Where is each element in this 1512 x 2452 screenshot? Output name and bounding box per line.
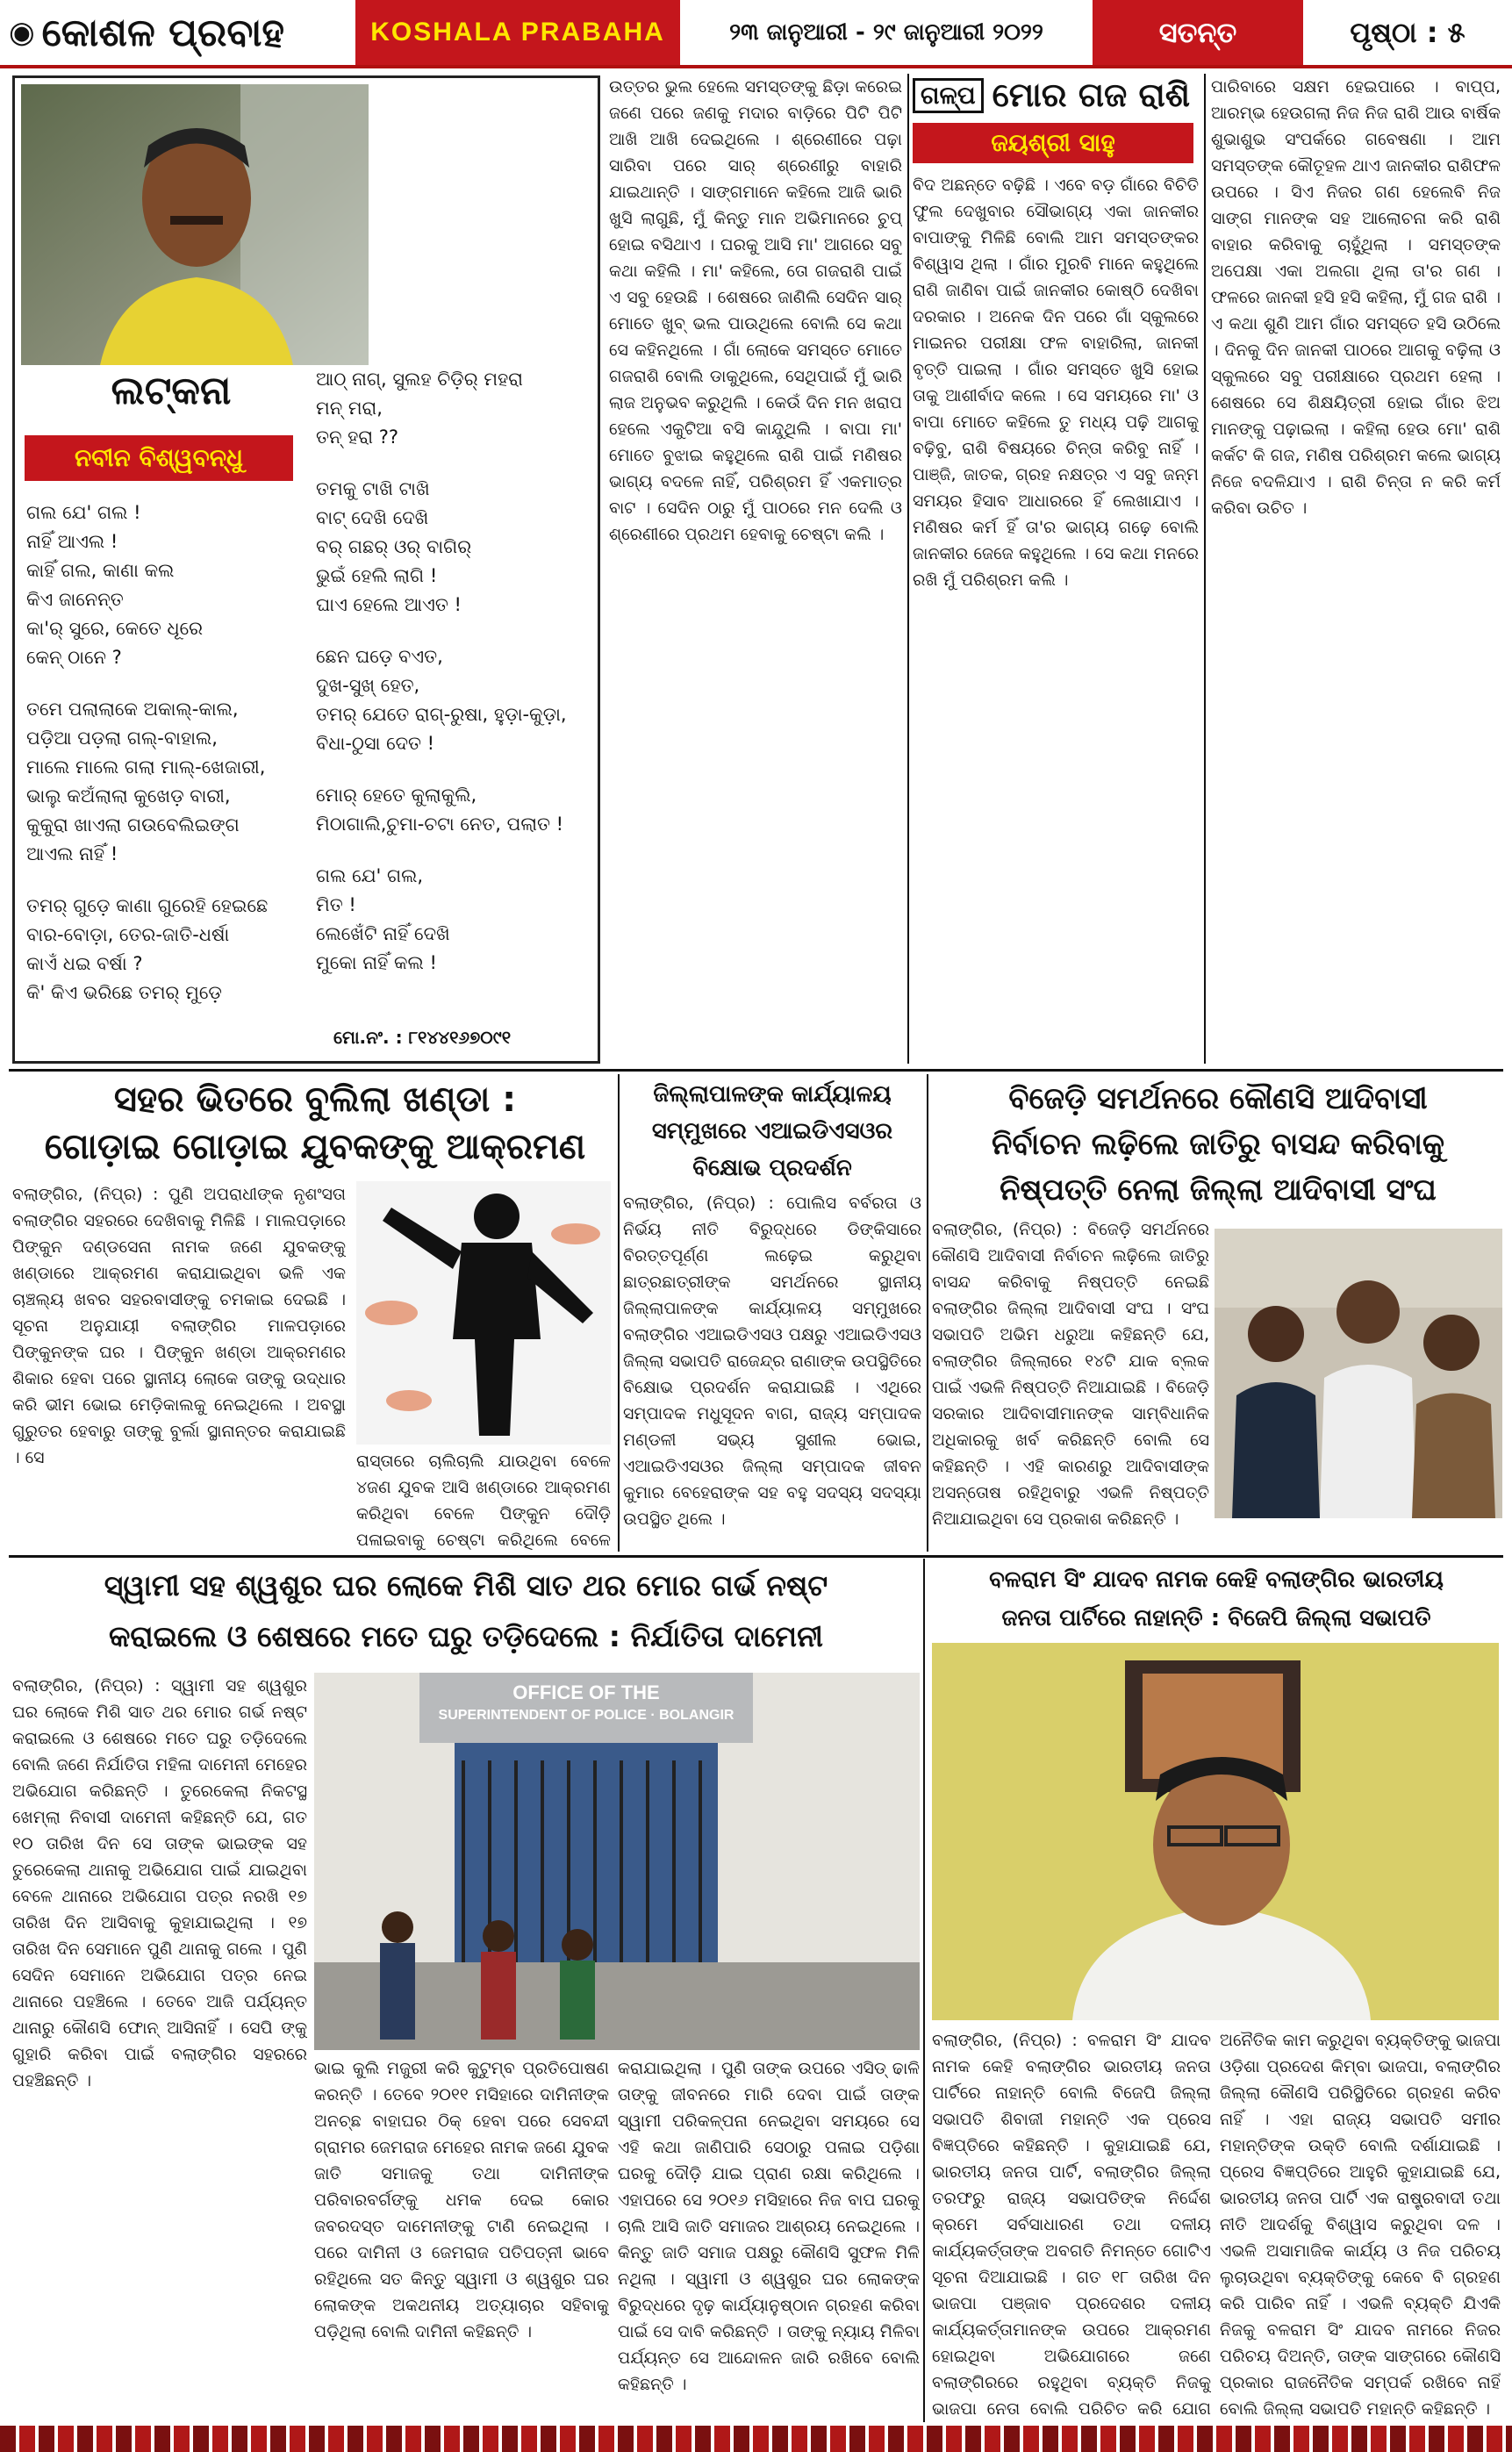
column-divider bbox=[618, 1074, 620, 1552]
news5-headline-line1: ବଳରାମ ସିଂ ଯାଦବ ନାମକ କେହି ବଲାଙ୍ଗିର ଭାରତୀୟ bbox=[989, 1567, 1444, 1593]
news4-col1-text: ବଲାଙ୍ଗିର, (ନିପ୍ର) : ସ୍ୱାମୀ ସହ ଶ୍ୱଶୁର ଘର ଲୋକେ ମିଶି ସାତ ଥର ମୋର ଗର୍ଭ ନଷ୍ଟ କରାଇଲେ ଓ ଶେଷରେ ମତେ ଘରୁ ତଡ଼ିଦେଲେ ବୋଲି ଜଣେ ନିର୍ଯାତିତା ମହିଳା ଦାମେନୀ ମେହେର ଅଭିଯୋଗ କରିଛନ୍ତି । ତୁରେକେଲା ନିକଟସ୍ଥ ଖେମ୍ଲା ନିବାସୀ ଦାମେନୀ କହିଛନ୍ତି ଯେ, ଗତ ୧୦ ତାରିଖ ଦିନ ସେ ତାଙ୍କ ଭାଇଙ୍କ ସହ ତୁରେକେଲା ଥାନାକୁ ଅଭିଯୋଗ ପାଇଁ ଯାଇଥିବା ବେଳେ ଥାନାରେ ଅଭିଯୋଗ ପତ୍ର ନରଖି ୧୭ ତାରିଖ ଦିନ ଆସିବାକୁ କୁହାଯାଇଥିଲା । ୧୭ ତାରିଖ ଦିନ ସେମାନେ ପୁଣି ଥାନାକୁ ଗଲେ । ପୁଣି ସେଦିନ ସେମାନେ ଅଭିଯୋଗ ପତ୍ର ନେଇ ଥାନାରେ ପହଞ୍ଚିଲେ । ତେବେ ଆଜି ପର୍ଯ୍ୟନ୍ତ ଥାନାରୁ କୌଣସି ଫୋନ୍ ଆସିନାହିଁ । ସେପି ଙ୍କୁ ଗୁହାରି କରିବା ପାଇଁ ବଲାଙ୍ଗିର ସହରରେ ପହଞ୍ଚିଛନ୍ତି । bbox=[12, 1676, 307, 2090]
poem-line: ବିଧା-ଠୁସା ଦେତ ! bbox=[316, 733, 435, 754]
poem-line: ମାଲେ ମାଲେ ଗଲା ମାଲ୍-ଖେଜାରୀ, bbox=[26, 756, 266, 778]
attack-illustration bbox=[356, 1181, 611, 1445]
poem-line: ଆଏଲ ନାହିଁ ! bbox=[26, 843, 118, 864]
poem-stanza-break bbox=[26, 672, 316, 695]
poem-line: ତମକୁ ଟାଖି ଟାଖି bbox=[316, 478, 430, 499]
news1-headline-line2: ଗୋଡ଼ାଇ ଗୋଡ଼ାଇ ଯୁବକଙ୍କୁ ଆକ୍ରମଣ bbox=[44, 1127, 586, 1167]
poem-line: ତମେ ପଲାଲାକେ ଅକାଲ୍-କାଲ, bbox=[26, 699, 239, 720]
column-divider bbox=[907, 74, 909, 1064]
poem-line: ଆଠ୍ ନାଗ୍, ସୁଲହ ଚିଡ଼ିର୍ ମହରା bbox=[316, 369, 523, 390]
news4-col2 bbox=[314, 2055, 609, 2424]
poem-line: ନାହିଁ ଆଏଲ ! bbox=[26, 531, 118, 552]
news2-body bbox=[623, 1190, 921, 1552]
logo-emblem-icon: ◉ bbox=[9, 15, 35, 50]
politician-photo bbox=[932, 1643, 1499, 2020]
news3-body-text: ବଲାଙ୍ଗିର, (ନିପ୍ର) : ବିଜେଡ଼ି ସମର୍ଥନରେ କୌଣସି ଆଦିବାସୀ ନିର୍ବାଚନ ଲଢ଼ିଲେ ଜାତିରୁ ବାସନ୍ଦ କରିବାକୁ ନିଷ୍ପତ୍ତି ନେଇଛି ବଲାଙ୍ଗିର ଜିଲ୍ଲା ଆଦିବାସୀ ସଂଘ । ସଂଘ ସଭାପତି ଅଭିମ ଧରୁଆ କହିଛନ୍ତି ଯେ, ବଲାଙ୍ଗିର ଜିଲ୍ଲାରେ ୧୪ଟି ଯାକ ବ୍ଲକ ପାଇଁ ଏଭଳି ନିଷ୍ପତ୍ତି ନିଆଯାଇଛି । ବିଜେଡ଼ି ସରକାର ଆଦିବାସୀମାନଙ୍କ ସାମ୍ବିଧାନିକ ଅଧିକାରକୁ ଖର୍ବ କରିଛନ୍ତି ବୋଲି ସେ କହିଛନ୍ତି । ଏହି କାରଣରୁ ଆଦିବାସୀଙ୍କ ଅସନ୍ତୋଷ ରହିଥିବାରୁ ଏଭଳି ନିଷ୍ପତ୍ତି ନିଆଯାଇଥିବା ସେ ପ୍ରକାଶ କରିଛନ୍ତି । bbox=[932, 1220, 1209, 1529]
news5-col1-text: ବଲାଙ୍ଗିର, (ନିପ୍ର) : ବଳରାମ ସିଂ ଯାଦବ ନାମକ କେହି ବଲାଙ୍ଗିର ଭାରତୀୟ ଜନତା ପାର୍ଟିରେ ନାହାନ୍ତି ବୋଲି ବିଜେପି ଜିଲ୍ଲା ସଭାପତି ଶିବାଜୀ ମହାନ୍ତି ଏକ ପ୍ରେସ ବିଜ୍ଞପ୍ତିରେ କହିଛନ୍ତି । କୁହାଯାଇଛି ଯେ, ଭାରତୀୟ ଜନତା ପାର୍ଟି, ବଲାଙ୍ଗିର ଜିଲ୍ଲା ତରଫରୁ ରାଜ୍ୟ ସଭାପତିଙ୍କ ନିର୍ଦ୍ଦେଶ କ୍ରମେ ସର୍ବସାଧାରଣ ତଥା ଦଳୀୟ କାର୍ଯ୍ୟକର୍ତ୍ତାଙ୍କ ଅବଗତି ନିମନ୍ତେ ଗୋଟିଏ ସୂଚନା ଦିଆଯାଇଛି । ଗତ ୧୮ ତାରିଖ ଦିନ ଭାଜପା ପଞ୍ଜାବ ପ୍ରଦେଶର ଦଳୀୟ କାର୍ଯ୍ୟକର୍ତ୍ତାମାନଙ୍କ ଉପରେ ଆକ୍ରମଣ ହୋଇଥିବା ଅଭିଯୋଗରେ ଜଣେ ବଲାଙ୍ଗିରରେ ରହୁଥିବା ବ୍ୟକ୍ତି ନିଜକୁ ଭାଜପା ନେତା ବୋଲି ପରିଚିତ କରି ଯୋଗ bbox=[932, 2031, 1211, 2419]
news3-headline-line2: ନିର୍ବାଚନ ଲଢ଼ିଲେ ଜାତିରୁ ବାସନ୍ଦ କରିବାକୁ bbox=[991, 1127, 1444, 1162]
poem-line: ଲେଖେଁଟି ନାହିଁ ଦେଖି bbox=[316, 923, 450, 944]
issue-date: ୨୩ ଜାନୁଆରୀ - ୨୯ ଜାନୁଆରୀ ୨୦୨୨ bbox=[729, 18, 1043, 46]
news4-headline-line2: କରାଇଲେ ଓ ଶେଷରେ ମତେ ଘରୁ ତଡ଼ିଦେଲେ : ନିର୍ଯାତିତା ଦାମେନୀ bbox=[108, 1619, 823, 1653]
photo-sign-line2: SUPERINTENDENT OF POLICE · BOLANGIR bbox=[438, 1708, 735, 1723]
poem-line: କି' କିଏ ଭରିଛେ ତମର୍ ମୁଡ଼େ bbox=[26, 982, 222, 1003]
news2-headline-line2: ସମ୍ମୁଖରେ ଏଆଇଡିଏସଓର bbox=[651, 1118, 893, 1144]
section-divider bbox=[9, 1555, 1503, 1558]
news3-body bbox=[932, 1216, 1209, 1552]
story-col1-text: ଉତ୍ତର ଭୁଲ ହେଲେ ସମସ୍ତଙ୍କୁ ଛିଡ଼ା କରେଇ ଜଣେ ପରେ ଜଣକୁ ମଦାର ବାଡ଼ିରେ ପିଟି ପିଟି ଆଖି ଆଖି ଦେଇଥିଲେ । ଶ୍ରେଣୀରେ ପଢ଼ା ସାରିବା ପରେ ସାର୍ ଶ୍ରେଣୀରୁ ବାହାରି ଯାଇଥାନ୍ତି । ସାଙ୍ଗମାନେ କହିଲେ ଆଜି ଭାରି ଖୁସି ଲାଗୁଛି, ମୁଁ କିନ୍ତୁ ମାନ ଅଭିମାନରେ ଚୁପ୍ ହୋଇ ବସିଥାଏ । ଘରକୁ ଆସି ମା' ଆଗରେ ସବୁ କଥା କହିଲି । ମା' କହିଲେ, ତୋ ଗଜରାଶି ପାଇଁ ଏ ସବୁ ହେଉଛି । ଶେଷରେ ଜାଣିଲି ସେଦିନ ସାର୍ ମୋତେ ଖୁବ୍ ଭଲ ପାଉଥିଲେ ବୋଲି ସେ କଥା ସେ କହିନଥିଲେ । ଗାଁ ଲୋକେ ସମସ୍ତେ ମୋତେ ଗଜରାଶି ବୋଲି ଡାକୁଥିଲେ, ସେଥିପାଇଁ ମୁଁ ଭାରି ଲାଜ ଅନୁଭବ କରୁଥିଲି । କେଉଁ ଦିନ ମନ ଖରାପ ହେଲେ ଏକୁଟିଆ ବସି କାନ୍ଦୁଥିଲି । ବାପା ମା' ମୋତେ ବୁଝାଇ କହୁଥିଲେ ରାଶି ପାଇଁ ମଣିଷର ଭାଗ୍ୟ ବଦଳେ ନାହିଁ, ପରିଶ୍ରମ ହିଁ ଏକମାତ୍ର ବାଟ । ସେଦିନ ଠାରୁ ମୁଁ ପାଠରେ ମନ ଦେଲି ଓ ଶ୍ରେଣୀରେ ପ୍ରଥମ ହେବାକୁ ଚେଷ୍ଟା କଲି । bbox=[609, 77, 902, 544]
poem-right-stanzas bbox=[316, 365, 597, 978]
story-genre-tag: ଗଳ୍ପ bbox=[913, 78, 984, 113]
poet-phone: ମୋ.ନଂ. : ୮୧୪୪୧୬୭୦୯୧ bbox=[333, 1027, 512, 1048]
news5-headline-line2: ଜନତା ପାର୍ଟିରେ ନାହାନ୍ତି : ବିଜେପି ଜିଲ୍ଲା ସଭାପତି bbox=[1001, 1605, 1431, 1631]
poem-line: କିଏ ଜାନେନ୍ତ bbox=[26, 589, 124, 610]
section-divider bbox=[9, 1069, 1503, 1072]
news4-col3-text: କରାଯାଇଥିଲା । ପୁଣି ତାଙ୍କ ଉପରେ ଏସିଡ୍ ଢାଳି ତାଙ୍କୁ ଜୀବନରେ ମାରି ଦେବା ପାଇଁ ତାଙ୍କ ସ୍ୱାମୀ ପରିକଳ୍ପନା ନେଇଥିବା ସମୟରେ ସେ ଏହି କଥା ଜାଣିପାରି ସେଠାରୁ ପଳାଇ ପଡ଼ିଶା ଘରକୁ ଦୌଡ଼ି ଯାଇ ପ୍ରାଣ ରକ୍ଷା କରିଥିଲେ । ଏହାପରେ ସେ ୨୦୧୬ ମସିହାରେ ନିଜ ବାପ ଘରକୁ ଚାଲି ଆସି ଜାତି ସମାଜର ଆଶ୍ରୟ ନେଇଥିଲେ । କିନ୍ତୁ ଜାତି ସମାଜ ପକ୍ଷରୁ କୌଣସି ସୁଫଳ ମିଳି ନଥିଲା । ସ୍ୱାମୀ ଓ ଶ୍ୱଶୁର ଘର ଲୋକଙ୍କ ବିରୁଦ୍ଧରେ ଦୃଢ଼ କାର୍ଯ୍ୟାନୁଷ୍ଠାନ ଗ୍ରହଣ କରିବା ପାଇଁ ସେ ଦାବି କରିଛନ୍ତି । ତାଙ୍କୁ ନ୍ୟାୟ ମିଳିବା ପର୍ଯ୍ୟନ୍ତ ସେ ଆନ୍ଦୋଳନ ଜାରି ରଖିବେ ବୋଲି କହିଛନ୍ତି । bbox=[618, 2059, 920, 2394]
page-number: ପୃଷ୍ଠା : ୫ bbox=[1350, 15, 1465, 49]
poem-stanza-break bbox=[316, 452, 597, 475]
news5-col1 bbox=[932, 2027, 1211, 2424]
story-col3-text: ପାରିବାରେ ସକ୍ଷମ ହେଇପାରେ । ବାପ୍ପ, ଆରମ୍ଭ ହେଉଗଲା ନିଜ ନିଜ ରାଶି ଆଉ ବାର୍ଷିକ ଶୁଭାଶୁଭ ସଂପର୍କରେ ଗବେଷଣା । ଆମ ସମସ୍ତଙ୍କ କୌତୂହଳ ଥାଏ ଜାନକୀର ରାଶିଫଳ ଉପରେ । ସିଏ ନିଜର ଗଣ ହେଲେବି ନିଜ ସାଙ୍ଗ ମାନଙ୍କ ସହ ଆଲୋଚନା କରି ରାଶି ବାହାର କରିବାକୁ ଚାହୁଁଥିଲା । ସମସ୍ତଙ୍କ ଅପେକ୍ଷା ଏକା ଅଲଗା ଥିଲା ତା'ର ଗଣ । ଫଳରେ ଜାନକୀ ହସି ହସି କହିଲା, ମୁଁ ଗଜ ରାଶି । ଏ କଥା ଶୁଣି ଆମ ଗାଁର ସମସ୍ତେ ହସି ଉଠିଲେ । ଦିନକୁ ଦିନ ଜାନକୀ ପାଠରେ ଆଗକୁ ବଢ଼ିଲା ଓ ସ୍କୁଲରେ ସବୁ ପରୀକ୍ଷାରେ ପ୍ରଥମ ହେଲା । ଶେଷରେ ସେ ଶିକ୍ଷୟିତ୍ରୀ ହୋଇ ଗାଁର ଝିଅ ମାନଙ୍କୁ ପଢ଼ାଇଲା । କହିଲା ହେଉ ମୋ' ରାଶି କର୍କଟ କି ଗଜ, ମଣିଷ ପରିଶ୍ରମ କଲେ ଭାଗ୍ୟ ନିଜେ ବଦଳିଯାଏ । ରାଶି ଚିନ୍ତା ନ କରି କର୍ମ କରିବା ଉଚିତ । bbox=[1211, 77, 1501, 518]
poem-line: ମୋର୍ ହେତେ କୁଲାକୁଲି, bbox=[316, 785, 477, 806]
news4-col2-text: ଭାଇ କୁଲି ମଜୁରୀ କରି କୁଟୁମ୍ବ ପ୍ରତିପୋଷଣ କରନ୍ତି । ତେବେ ୨୦୧୧ ମସିହାରେ ଦାମିନୀଙ୍କ ଅନଚ୍ଛ ବାହାଘର ଠିକ୍ ହେବା ପରେ ସେବନ୍ଦୀ ଗ୍ରାମର ଜେମରାଜ ମେହେର ନାମକ ଜଣେ ଯୁବକ ଜାତି ସମାଜକୁ ତଥା ଦାମିନୀଙ୍କ ପରିବାରବର୍ଗଙ୍କୁ ଧମକ ଦେଇ କୋର ଜବରଦସ୍ତ ଦାମେନୀଙ୍କୁ ଟାଣି ନେଇଥିଲା । ପରେ ଦାମିନୀ ଓ ଜେମରାଜ ପତିପତ୍ନୀ ଭାବେ ରହିଥିଲେ ସତ କିନ୍ତୁ ସ୍ୱାମୀ ଓ ଶ୍ୱଶୁର ଘର ଲୋକଙ୍କ ଅକଥନୀୟ ଅତ୍ୟାଚାର ସହିବାକୁ ପଡ଼ିଥିଲା ବୋଲି ଦାମିନୀ କହିଛନ୍ତି । bbox=[314, 2059, 609, 2341]
news4-col3 bbox=[618, 2055, 920, 2424]
poem-line: ବର୍ ଗଛର୍ ଓର୍ ବାଗିର୍ bbox=[316, 536, 472, 557]
poem-line: ଭୁଇଁ ହେଲି ଲାଗି ! bbox=[316, 565, 438, 586]
poem-line: ତମର୍ ଗୁଡ଼େ କାଣା ଗୁରେହି ହେଇଛେ bbox=[26, 895, 269, 916]
news4-headline-line1: ସ୍ୱାମୀ ସହ ଶ୍ୱଶୁର ଘର ଲୋକେ ମିଶି ସାତ ଥର ମୋର ଗର୍ଭ ନଷ୍ଟ bbox=[104, 1568, 828, 1602]
poem-line: ଦୁଖ-ସୁଖ୍ ହେତ, bbox=[316, 675, 420, 696]
poem-line: ତମର୍ ଯେତେ ରାଗ୍-ରୁଷା, ହୁଡ଼ା-କୁଡ଼ା, bbox=[316, 704, 567, 725]
story-column-3 bbox=[1211, 74, 1501, 1064]
news1-headline bbox=[12, 1076, 618, 1171]
news5-headline bbox=[928, 1560, 1504, 1638]
masthead bbox=[0, 0, 1512, 68]
story-title: ମୋର ଗଜ ରାଶି bbox=[992, 75, 1190, 114]
poem-line: କୁକୁରା ଖାଏଲା ଗଉବେଲିଇଙ୍ଗ bbox=[26, 814, 240, 835]
poem-line: କେନ୍ ଠାନେ ? bbox=[26, 647, 122, 668]
poem-line: ବାର-ବୋଡ଼ା, ତେର-ଜାତି-ଧର୍ଷା bbox=[26, 924, 230, 945]
news2-headline-line1: ଜିଲ୍ଲାପାଳଙ୍କ କାର୍ଯ୍ୟାଳୟ bbox=[653, 1081, 892, 1108]
news5-col2-text: ଅନୈତିକ କାମ କରୁଥିବା ବ୍ୟକ୍ତିଙ୍କୁ ଭାଜପା ଓଡ଼ିଶା ପ୍ରଦେଶ କିମ୍ବା ଭାଜପା, ବଲାଙ୍ଗିର ଜିଲ୍ଲା କୌଣସି ପରିସ୍ଥିତିରେ ଗ୍ରହଣ କରିବ ନାହିଁ । ଏହା ରାଜ୍ୟ ସଭାପତି ସମୀର ମହାନ୍ତିଙ୍କ ଉକ୍ତି ବୋଲି ଦର୍ଶାଯାଇଛି । ପ୍ରେସ ବିଜ୍ଞପ୍ତିରେ ଆହୁରି କୁହାଯାଇଛି ଯେ, ଭାରତୀୟ ଜନତା ପାର୍ଟି ଏକ ରାଷ୍ଟ୍ରବାଦୀ ତଥା ନୀତି ଆଦର୍ଶକୁ ବିଶ୍ୱାସ କରୁଥିବା ଦଳ । ଏଭଳି ଅସାମାଜିକ କାର୍ଯ୍ୟ ଓ ନିଜ ପରିଚୟ ଲୁଚାଉଥିବା ବ୍ୟକ୍ତିଙ୍କୁ କେବେ ବି ଗ୍ରହଣ କରି ପାରିବ ନାହିଁ । ଏଭଳି ବ୍ୟକ୍ତି ଯିଏକି ନିଜକୁ ବଳରାମ ସିଂ ଯାଦବ ନାମରେ ନିଜର ପରିଚୟ ଦିଅନ୍ତି, ତାଙ୍କ ସାଙ୍ଗରେ କୌଣସି ପ୍ରକାର ରାଜନୈତିକ ସମ୍ପର୍କ ରଖିବେ ନାହିଁ ବୋଲି ଜିଲ୍ଲା ସଭାପତି ମହାନ୍ତି କହିଛନ୍ତି । bbox=[1220, 2031, 1501, 2419]
poem-line: ଗଲ ଯେ' ଗଲ, bbox=[316, 865, 424, 886]
footer-decorative-band bbox=[0, 2426, 1512, 2452]
poem-line: କା'ର୍ ସୁରେ, କେତେ ଧୂରେ bbox=[26, 618, 204, 639]
poem-line: ମିଠାଗାଲି,ଚୁମା-ଚଟା ନେତ, ପଲାତ ! bbox=[316, 814, 564, 835]
logo-text: କୋଶଳ ପ୍ରବାହ bbox=[41, 10, 285, 55]
poem-line: ମନ୍ ମରା, bbox=[316, 398, 383, 419]
masthead-logo bbox=[0, 0, 355, 65]
poet-photo bbox=[21, 84, 369, 365]
news4-col1 bbox=[12, 1673, 307, 2424]
news1-body bbox=[12, 1181, 346, 1550]
poem-stanza-break bbox=[316, 839, 597, 862]
column-divider bbox=[1204, 74, 1206, 1064]
story-column-2 bbox=[913, 172, 1199, 1064]
poem-left-stanzas bbox=[26, 498, 316, 1007]
news2-headline bbox=[623, 1076, 921, 1187]
poem-line: ଘାଏ ହେଲେ ଆଏତ ! bbox=[316, 594, 462, 615]
poem-line: ଭାଲୁ କଅଁଲାଲା କୁଖେଡ଼ ବାରୀ, bbox=[26, 785, 231, 807]
poem-line: ପଡ଼ିଆ ପଡ଼ଲା ଗଲ୍-ବାହାଲ, bbox=[26, 728, 218, 749]
photo-sign-line1: OFFICE OF THE bbox=[512, 1681, 660, 1703]
news1-lead-text: ବଲାଙ୍ଗିର, (ନିପ୍ର) : ପୁଣି ଅପରାଧୀଙ୍କ ନୃଶଂସତା ବଲାଙ୍ଗିର ସହରରେ ଦେଖିବାକୁ ମିଳିଛି । ମାଲପଡ଼ାରେ ପିଙ୍କୁନ ଦଣ୍ଡସେନା ନାମକ ଜଣେ ଯୁବକଙ୍କୁ ଖଣ୍ଡାରେ ଆକ୍ରମଣ କରାଯାଇଥିବା ଭଳି ଏକ ଚାଞ୍ଚଲ୍ୟ ଖବର ସହରବାସୀଙ୍କୁ ଚମକାଇ ଦେଇଛି । ସୂଚନା ଅନୁଯାୟୀ ବଲାଙ୍ଗିର ମାଳପଡ଼ାରେ ପିଙ୍କୁନଙ୍କ ଘର । ପିଙ୍କୁନ ଖଣ୍ଡା ଆକ୍ରମଣର ଶିକାର ହେବା ପରେ ସ୍ଥାନୀୟ ଲୋକେ ତାଙ୍କୁ ଉଦ୍ଧାର କରି ଭୀମ ଭୋଇ ମେଡ଼ିକାଲକୁ ନେଇଥିଲେ । ଅବସ୍ଥା ଗୁରୁତର ହେବାରୁ ତାଙ୍କୁ ବୁର୍ଲା ସ୍ଥାନାନ୍ତର କରାଯାଇଛି । ସେ bbox=[12, 1185, 346, 1467]
poem-title: ଲଟ୍‌କନା bbox=[111, 369, 232, 413]
column-divider bbox=[927, 1074, 928, 1552]
poem-line: ଗଲ ଯେ' ଗଲ ! bbox=[26, 502, 141, 523]
poem-stanza-break bbox=[26, 869, 316, 892]
news1-tail-text: ରାସ୍ତାରେ ଚାଲିଚାଲି ଯାଉଥିବା ବେଳେ ୪ଜଣ ଯୁବକ ଆସି ଖଣ୍ଡାରେ ଆକ୍ରମଣ କରିଥିବା ବେଳେ ପିଙ୍କୁନ ଦୌଡ଼ି ପଳାଇବାକୁ ଚେଷ୍ଟା କରିଥିଲେ ବେଳେ bbox=[356, 1452, 611, 1550]
news4-headline bbox=[12, 1560, 920, 1662]
news2-headline-line3: ବିକ୍ଷୋଭ ପ୍ରଦର୍ଶନ bbox=[692, 1155, 852, 1181]
news1-headline-line1: ସହର ଭିତରେ ବୁଲିଲା ଖଣ୍ଡା : bbox=[113, 1079, 517, 1120]
poem-line: କାହିଁ ଗଲ, କାଣା କଲ bbox=[26, 560, 175, 581]
poem-line: ତନ୍ ହରା ?? bbox=[316, 427, 399, 448]
poem-stanza-break bbox=[316, 758, 597, 781]
news3-headline-line3: ନିଷ୍ପତ୍ତି ନେଲା ଜିଲ୍ଲା ଆଦିବାସୀ ସଂଘ bbox=[1000, 1172, 1437, 1208]
column-divider bbox=[923, 1559, 925, 2422]
story-header bbox=[913, 75, 1193, 115]
news3-headline bbox=[932, 1076, 1504, 1213]
story-col2-text: ବିଦ ଅଛନ୍ତେ ବଢ଼ିଛି । ଏବେ ବଡ଼ ଗାଁରେ ବିଚିତି ଫୁଲ ଦେଖୁବାର ସୌଭାଗ୍ୟ ଏକା ଜାନକୀର ବାପାଙ୍କୁ ମିଳିଛି ବୋଲି ଆମ ସମସ୍ତଙ୍କର ବିଶ୍ୱାସ ଥିଲା । ଗାଁର ମୁରବି ମାନେ କହୁଥିଲେ ରାଶି ଜାଣିବା ପାଇଁ ଜାନକୀର କୋଷ୍ଠି ଦେଖିବା ଦରକାର । ଅନେକ ଦିନ ପରେ ଗାଁ ସ୍କୁଲରେ ମାଇନର ପରୀକ୍ଷା ଫଳ ବାହାରିଲା, ଜାନକୀ ବୃତ୍ତି ପାଇଲା । ଗାଁର ସମସ୍ତେ ଖୁସି ହୋଇ ତାକୁ ଆଶୀର୍ବାଦ କଲେ । ସେ ସମୟରେ ମା' ଓ ବାପା ମୋତେ କହିଲେ ତୁ ମଧ୍ୟ ପଢ଼ି ଆଗକୁ ବଢ଼ିବୁ, ରାଶି ବିଷୟରେ ଚିନ୍ତା କରିବୁ ନାହିଁ । ପାଞ୍ଜି, ଜାତକ, ଗ୍ରହ ନକ୍ଷତ୍ର ଏ ସବୁ ଜନ୍ମ ସମୟର ହିସାବ ଆଧାରରେ ହିଁ ଲେଖାଯାଏ । ମଣିଷର କର୍ମ ହିଁ ତା'ର ଭାଗ୍ୟ ଗଢ଼େ ବୋଲି ଜାନକୀର ଜେଜେ କହୁଥିଲେ । ସେ କଥା ମନରେ ରଖି ମୁଁ ପରିଶ୍ରମ କଲି । bbox=[913, 176, 1199, 590]
section-label: ସତନ୍ତ bbox=[1093, 0, 1303, 65]
news5-col2 bbox=[1220, 2027, 1501, 2424]
story-author: ଜୟଶ୍ରୀ ସାହୁ bbox=[913, 123, 1193, 163]
news1-tail bbox=[356, 1448, 611, 1553]
poem-author: ନବୀନ ବିଶ୍ୱବନ୍ଧୁ bbox=[25, 435, 293, 481]
poem-line: ଛେନ ଘଡ଼େ ବଏତ, bbox=[316, 646, 443, 667]
news2-body-text: ବଲାଙ୍ଗିର, (ନିପ୍ର) : ପୋଲିସ ବର୍ବରତା ଓ ନିର୍ଭୟ ନୀତି ବିରୁଦ୍ଧରେ ଡିଙ୍କିସାରେ ବିରତ୍ତପୂର୍ଣ୍ଣ ଲଢ଼େଇ କରୁଥିବା ଛାତ୍ରଛାତ୍ରୀଙ୍କ ସମର୍ଥନରେ ସ୍ଥାନୀୟ ଜିଲ୍ଲାପାଳଙ୍କ କାର୍ଯ୍ୟାଳୟ ସମ୍ମୁଖରେ ବଲାଙ୍ଗିର ଏଆଇଡିଏସଓ ପକ୍ଷରୁ ଏଆଇଡିଏସଓ ଜିଲ୍ଲା ସଭାପତି ରାଜେନ୍ଦ୍ର ରାଣାଙ୍କ ଉପସ୍ଥିତିରେ ବିକ୍ଷୋଭ ପ୍ରଦର୍ଶନ କରାଯାଇଛି । ଏଥିରେ ସମ୍ପାଦକ ମଧୁସୂଦନ ବାଗ, ରାଜ୍ୟ ସମ୍ପାଦକ ମଣ୍ଡଳୀ ସଭ୍ୟ ସୁଶୀଲ ଭୋଇ, ଏଆଇଡିଏସଓର ଜିଲ୍ଲା ସମ୍ପାଦକ ଜୀବନ କୁମାର ବେହେରାଙ୍କ ସହ ବହୁ ସଦସ୍ୟ ସଦସ୍ୟା ଉପସ୍ଥିତ ଥିଲେ । bbox=[623, 1194, 921, 1529]
poem-line: ବାଟ୍ ଦେଖି ଦେଖି bbox=[316, 507, 429, 528]
poem-line: ମୁକୋ ନାହିଁ କଲ ! bbox=[316, 952, 437, 973]
poem-stanza-break bbox=[316, 620, 597, 642]
police-office-photo bbox=[314, 1673, 920, 2050]
tribal-leaders-photo bbox=[1215, 1229, 1502, 1518]
story-column-1 bbox=[609, 74, 902, 1065]
poem-line: ମିତ ! bbox=[316, 894, 356, 915]
news3-headline-line1: ବିଜେଡ଼ି ସମର୍ଥନରେ କୌଣସି ଆଦିବାସୀ bbox=[1008, 1081, 1428, 1116]
english-title: KOSHALA PRABAHA bbox=[355, 0, 680, 65]
poem-line: କାଏଁ ଧଇ ବର୍ଷା ? bbox=[26, 953, 143, 974]
